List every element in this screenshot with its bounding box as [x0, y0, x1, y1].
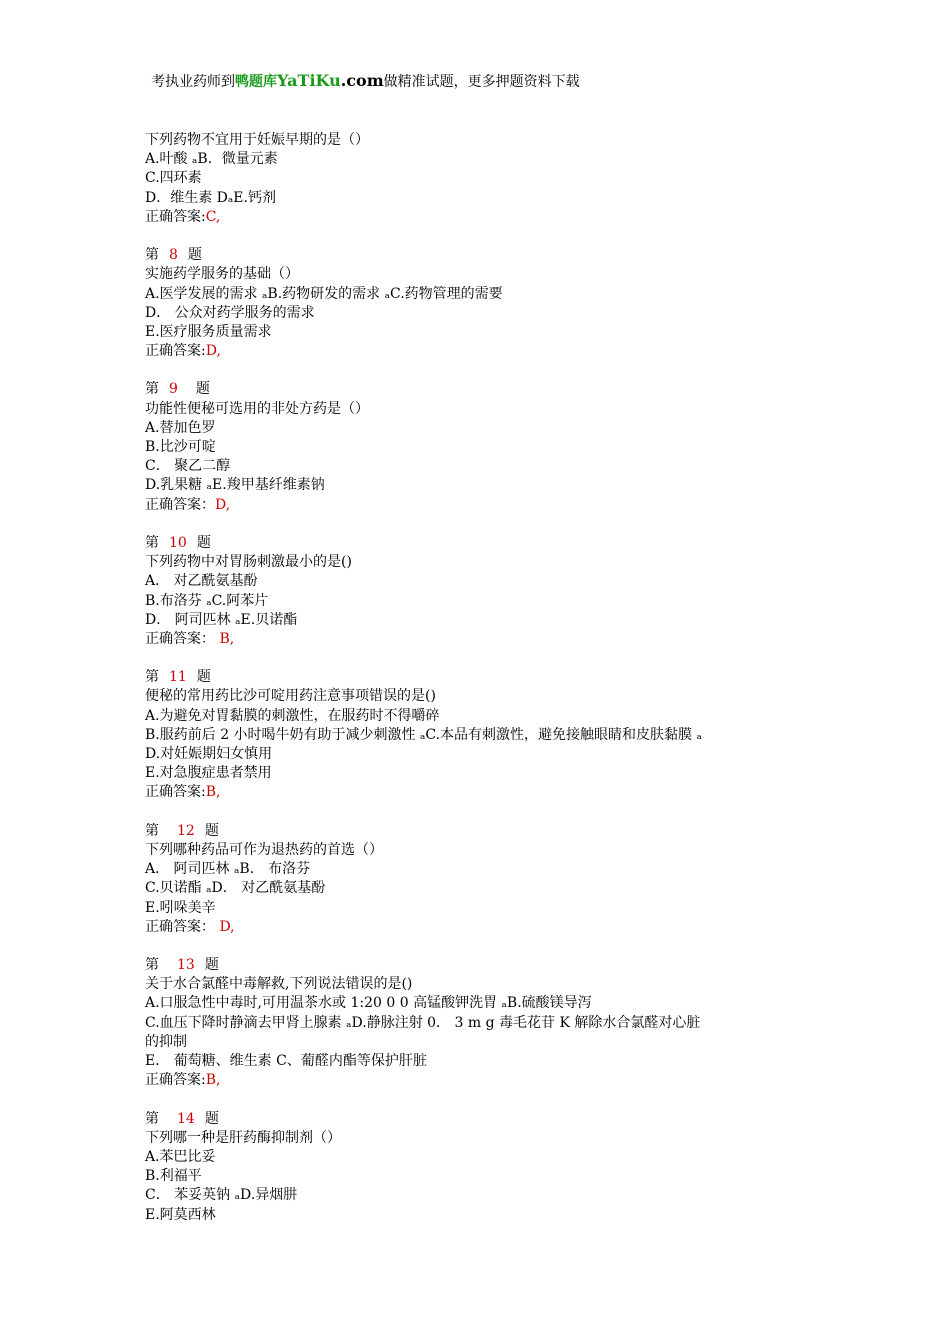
question-option: E.医疗服务质量需求	[145, 323, 272, 340]
question-block	[145, 1110, 835, 1225]
question-option: 的抑制	[145, 1033, 187, 1050]
answer-line	[145, 1071, 835, 1090]
question-option: B.服药前后 2 小时喝牛奶有助于减少刺激性 ₐC.本品有刺激性，避免接触眼睛和皮肤黏膜 ₐ	[145, 726, 702, 743]
question-option: A.为避免对胃黏膜的刺激性，在服药时不得嚼碎	[145, 707, 440, 724]
question-block	[145, 956, 835, 1090]
question-stem: 下列药物不宜用于妊娠早期的是（）	[145, 132, 369, 148]
question-heading: 第 11 题	[145, 669, 211, 686]
header-domain[interactable]: .com	[340, 71, 384, 90]
answer-label: 正确答案：	[145, 630, 215, 647]
question-option: E.阿莫西林	[145, 1206, 216, 1223]
question-option: A.替加色罗	[145, 419, 216, 436]
answer-line	[145, 496, 835, 515]
answer-value: D,	[205, 343, 221, 360]
question-option: A.叶酸 ₐB．微量元素	[145, 151, 278, 168]
question-heading: 第 10 题	[145, 534, 211, 551]
question-heading: 第 14 题	[145, 1110, 219, 1127]
answer-label: 正确答案:	[145, 1072, 206, 1089]
question-stem: 下列哪一种是肝药酶抑制剂（）	[145, 1129, 341, 1146]
question-number: 11	[169, 669, 187, 686]
question-block	[145, 822, 835, 937]
question-option: D．维生素 DₐE.钙剂	[145, 189, 276, 206]
header-prefix: 考执业药师到	[151, 74, 235, 90]
question-stem: 下列药物中对胃肠刺激最小的是()	[145, 554, 352, 571]
question-heading: 第 9 题	[145, 381, 210, 398]
question-number: 14	[177, 1110, 195, 1127]
question-option: D． 公众对药学服务的需求	[145, 304, 315, 321]
question-option: D.乳果糖 ₐE.羧甲基纤维素钠	[145, 477, 325, 494]
question-stem: 关于水合氯醛中毒解救,下列说法错误的是()	[145, 976, 413, 993]
question-heading: 第 13 题	[145, 957, 219, 974]
question-list	[145, 131, 835, 1225]
question-option: A． 对乙酰氨基酚	[145, 573, 258, 590]
answer-label: 正确答案:	[145, 343, 206, 360]
page-header	[151, 71, 580, 92]
question-option: E.吲哚美辛	[145, 899, 216, 916]
answer-line	[145, 918, 835, 937]
question-option: B.比沙可啶	[145, 439, 216, 455]
question-number: 9	[169, 381, 178, 398]
question-option: A.医学发展的需求 ₐB.药物研发的需求 ₐC.药物管理的需要	[145, 285, 503, 302]
question-block	[145, 246, 835, 361]
answer-label: 正确答案:	[145, 784, 206, 801]
question-option: A.苯巴比妥	[145, 1148, 216, 1165]
answer-line	[145, 342, 835, 361]
question-stem: 下列哪种药品可作为退热药的首选（）	[145, 841, 383, 858]
answer-value: D,	[215, 918, 235, 935]
answer-label: 正确答案：	[145, 496, 215, 513]
question-block	[145, 131, 835, 227]
question-block	[145, 380, 835, 514]
answer-value: C,	[205, 208, 221, 225]
question-option: A.口服急性中毒时,可用温茶水或 1:20 0 0 高锰酸钾洗胃 ₐB.硫酸镁导泻	[145, 995, 592, 1012]
answer-value: B,	[205, 1072, 221, 1089]
question-heading: 第 8 题	[145, 247, 202, 264]
question-option: A． 阿司匹林 ₐB． 布洛芬	[145, 861, 311, 878]
question-number: 12	[177, 822, 195, 839]
answer-label: 正确答案:	[145, 208, 206, 225]
question-heading: 第 12 题	[145, 822, 219, 839]
answer-line	[145, 783, 835, 802]
question-option: C． 聚乙二醇	[145, 458, 231, 475]
answer-value: D,	[215, 496, 231, 513]
answer-label: 正确答案：	[145, 918, 215, 935]
question-option: C.四环素	[145, 170, 202, 187]
answer-line	[145, 630, 835, 649]
question-option: C.贝诺酯 ₐD． 对乙酰氨基酚	[145, 880, 326, 897]
header-suffix: 做精准试题，更多押题资料下载	[383, 74, 580, 90]
question-option: B.利福平	[145, 1168, 202, 1185]
question-option: C． 苯妥英钠 ₐD.异烟肼	[145, 1187, 298, 1204]
question-number: 13	[177, 957, 195, 974]
question-option: E.对急腹症患者禁用	[145, 765, 272, 782]
question-number: 8	[169, 247, 178, 264]
question-stem: 功能性便秘可选用的非处方药是（）	[145, 400, 369, 417]
question-block	[145, 534, 835, 649]
question-option: D.对妊娠期妇女慎用	[145, 746, 273, 762]
question-block	[145, 668, 835, 802]
question-option: B.布洛芬 ₐC.阿苯片	[145, 592, 269, 609]
header-brand[interactable]: 鸭题库	[235, 74, 277, 90]
question-option: C.血压下降时静滴去甲肾上腺素 ₐD.静脉注射 0． 3 m g 毒毛花苷 K 解除水合氯醛对心脏	[145, 1014, 701, 1031]
answer-line	[145, 208, 835, 227]
question-option: D． 阿司匹林 ₐE.贝诺酯	[145, 611, 298, 628]
question-option: E． 葡萄糖、维生素 C、葡醛内酯等保护肝脏	[145, 1053, 427, 1069]
answer-value: B,	[215, 630, 235, 647]
question-stem: 便秘的常用药比沙可啶用药注意事项错误的是()	[145, 688, 436, 705]
answer-value: B,	[205, 784, 221, 801]
header-site[interactable]: YaTiKu	[277, 71, 341, 90]
question-number: 10	[169, 534, 187, 551]
question-stem: 实施药学服务的基础（）	[145, 266, 299, 283]
